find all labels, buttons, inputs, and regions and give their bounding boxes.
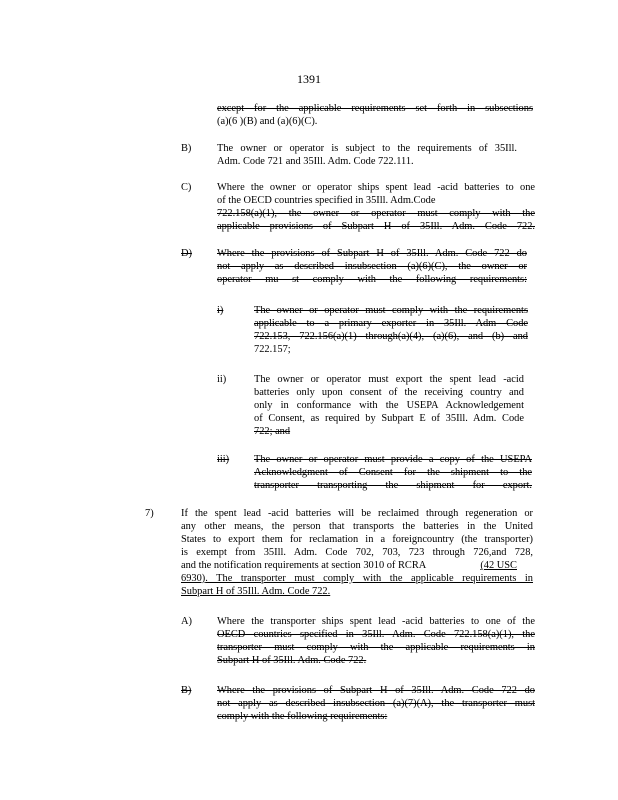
- struck-text: transporter must comply with the applicable requirements in: [217, 642, 535, 653]
- struck-text: not apply as described insubsection (a)(6)(C), the owner or: [217, 261, 527, 272]
- text-line: batteries only upon consent of the receiving country and: [254, 387, 524, 398]
- subsection-a7: [181, 507, 533, 598]
- struck-text: Where the provisions of Subpart H of 35Ill. Adm. Code 722 do: [217, 248, 527, 259]
- subsection-a6d-i: [254, 304, 528, 356]
- item-label-a7a: A): [181, 616, 192, 627]
- text-line: of the OECD countries specified in 35Ill. Adm.Code: [217, 195, 436, 206]
- text-line: (a)(6 )(B) and (a)(6)(C).: [217, 116, 318, 127]
- item-label-a6d-iii: iii): [217, 454, 230, 465]
- struck-text: not apply as described insubsection (a)(7)(A), the transporter must: [217, 698, 535, 709]
- text-line: If the spent lead -acid batteries will be reclaimed through regeneration or: [181, 508, 533, 519]
- text-line: Where the transporter ships spent lead -acid batteries to one of the: [217, 616, 535, 627]
- struck-text: OECD countries specified in 35Ill. Adm. Code 722.158(a)(1), the: [217, 629, 535, 640]
- subsection-a6d-iii: [254, 453, 532, 492]
- struck-text: applicable provisions of Subpart H of 35Ill. Adm. Code 722.: [217, 221, 535, 232]
- text-line: Where the owner or operator ships spent lead -acid batteries to one: [217, 182, 535, 193]
- inserted-text: (42 USC: [480, 560, 517, 571]
- struck-text: 722.153, 722.156(a)(1) through(a)(4), (a)(6), and (b) and: [254, 331, 528, 342]
- page-number: 1391: [297, 72, 321, 86]
- item-label-a6d-i: i): [217, 305, 224, 316]
- struck-text: Acknowledgment of Consent for the shipment to the: [254, 467, 532, 478]
- text-line: [181, 572, 533, 585]
- inserted-text: . The transporter must comply with the applicable requirements in: [205, 573, 533, 584]
- subsection-a7a: [217, 615, 535, 667]
- subsection-a6b: [217, 142, 517, 168]
- subsection-a6a-continuation: [217, 102, 533, 128]
- struck-text: The owner or operator must provide a copy of the USEPA: [254, 454, 532, 465]
- item-label-a6c: C): [181, 182, 192, 193]
- struck-text: 722.158(a)(1), the owner or operator must comply with the: [217, 208, 535, 219]
- subsection-a7b: [217, 684, 535, 723]
- struck-text: operator mu st comply with the following requirements:: [217, 274, 527, 285]
- subsection-a6c: [217, 181, 535, 233]
- inserted-text: Subpart H of 35Ill. Adm. Code 722.: [181, 586, 331, 597]
- text-line: Adm. Code 721 and 35Ill. Adm. Code 722.111.: [217, 156, 414, 167]
- text-line: any other means, the person that transports the batteries in the United: [181, 521, 533, 532]
- struck-text: Subpart H of 35Ill. Adm. Code 722.: [217, 655, 367, 666]
- subsection-a6d: [217, 247, 527, 286]
- text-line: is exempt from 35Ill. Adm. Code 702, 703, 723 through 726,and 728,: [181, 547, 533, 558]
- text-line: 722.157;: [254, 344, 291, 355]
- item-label-a6b: B): [181, 143, 192, 154]
- text-line: only in conformance with the USEPA Acknowledgement: [254, 400, 524, 411]
- struck-text: comply with the following requirements:: [217, 711, 388, 722]
- text-segment: and the notification requirements at section 3010 of RCRA: [181, 560, 427, 571]
- struck-text: Where the provisions of Subpart H of 35Ill. Adm. Code 722 do: [217, 685, 535, 696]
- text-line: The owner or operator must export the spent lead -acid: [254, 374, 524, 385]
- text-line: The owner or operator is subject to the requirements of 35Ill.: [217, 143, 517, 154]
- text-line: of Consent, as required by Subpart E of 35Ill. Adm. Code: [254, 413, 524, 424]
- item-label-a7: 7): [145, 508, 154, 519]
- inserted-text: 6930): [181, 573, 206, 584]
- text-line: States to export them for reclamation in a foreigncountry (the transporter): [181, 534, 533, 545]
- struck-text: transporter transporting the shipment for export.: [254, 480, 532, 491]
- struck-text: 722; and: [254, 426, 291, 437]
- text-line: [181, 559, 533, 572]
- item-label-a7b: B): [181, 685, 192, 696]
- item-label-a6d: D): [181, 248, 192, 259]
- struck-text: except for the applicable requirements set forth in subsections: [217, 103, 533, 114]
- subsection-a6d-ii: [254, 373, 524, 438]
- item-label-a6d-ii: ii): [217, 374, 227, 385]
- struck-text: The owner or operator must comply with the requirements: [254, 305, 528, 316]
- struck-text: applicable to a primary exporter in 35Ill. Adm Code: [254, 318, 528, 329]
